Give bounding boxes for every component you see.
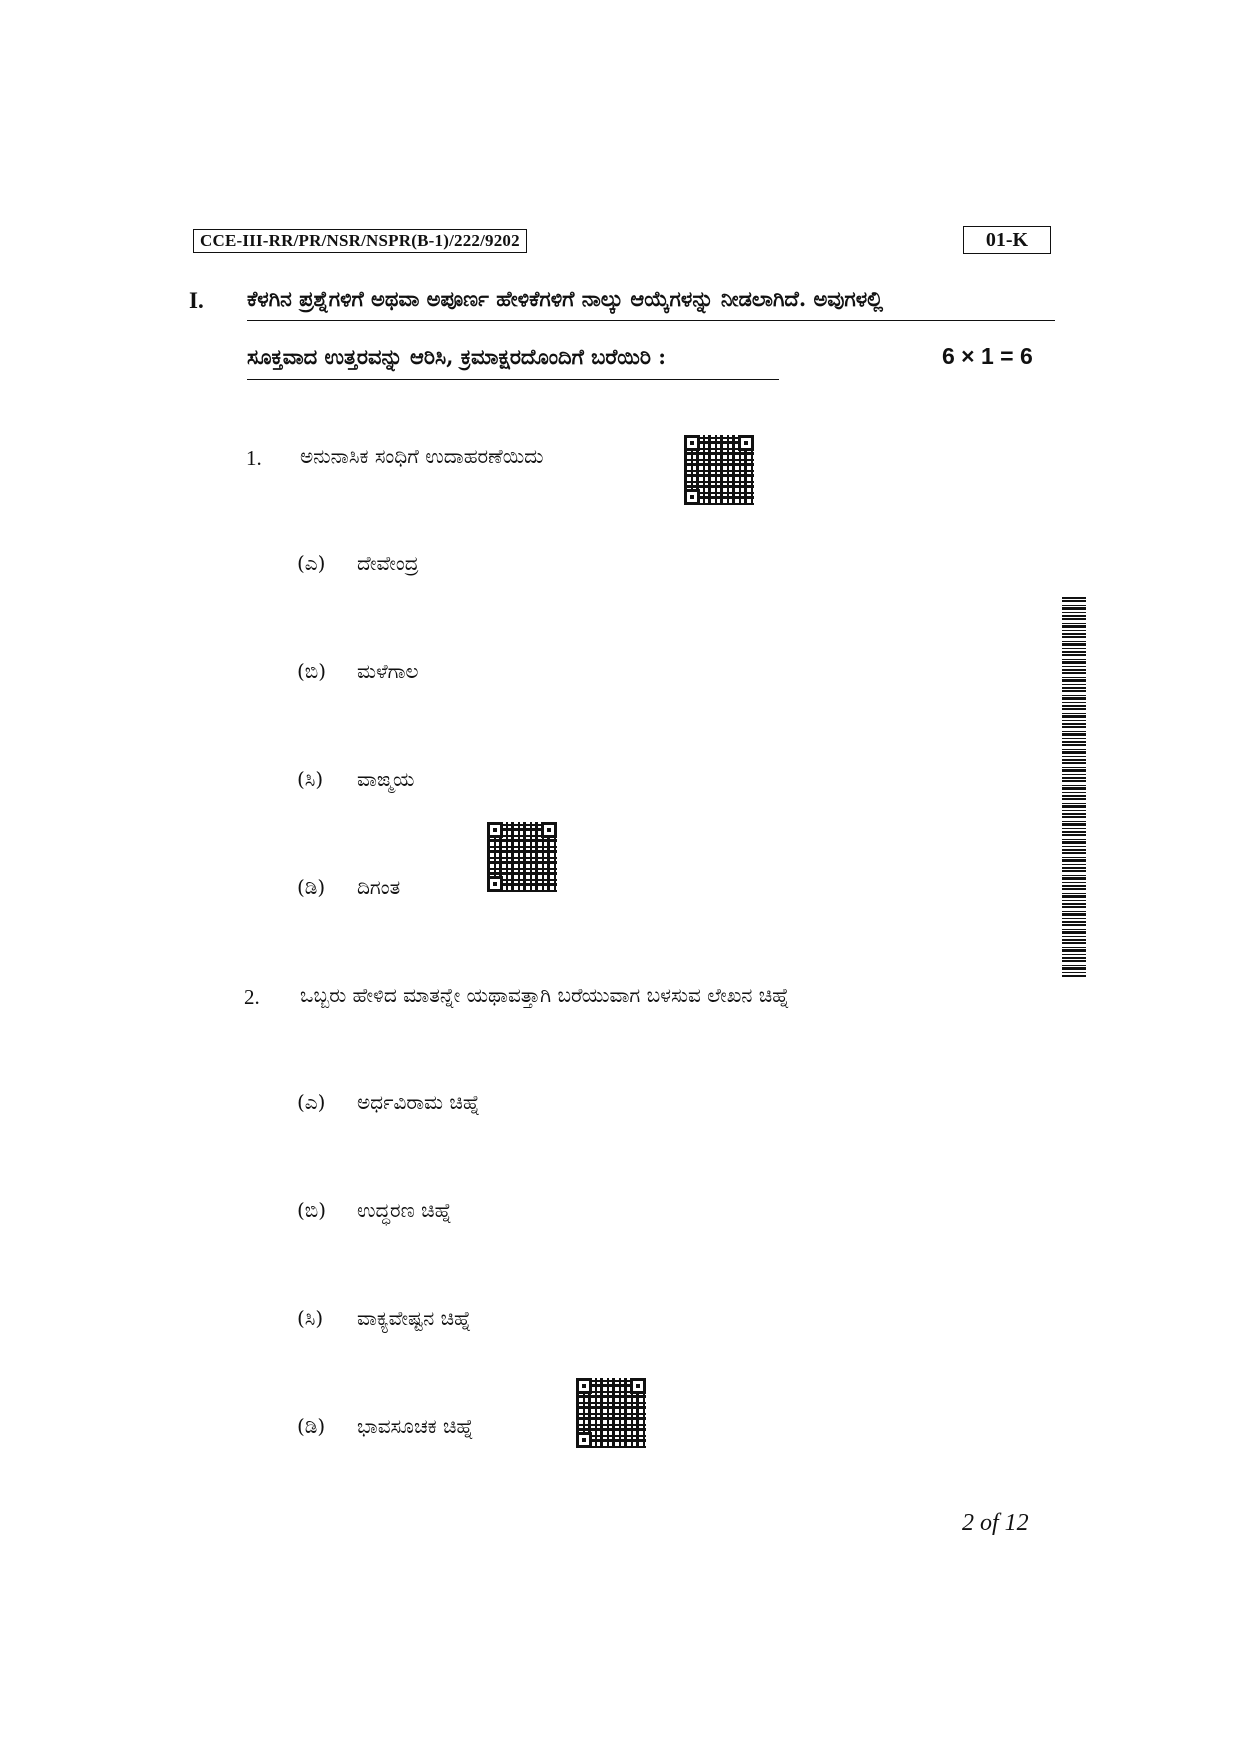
option-text: ವಾಕ್ಯವೇಷ್ಟನ ಚಿಹ್ನೆ [357,1306,472,1330]
paper-code: CCE-III-RR/PR/NSR/NSPR(B-1)/222/9202 [193,229,527,253]
barcode-icon [1062,597,1086,977]
qr-code-icon [684,435,754,505]
question-2-option-b [297,1198,452,1222]
question-2-option-a [297,1090,480,1114]
question-1-option-b [297,659,419,683]
qr-code-icon [487,822,557,892]
option-label: (ಡಿ) [297,1414,326,1438]
question-1-text: ಅನುನಾಸಿಕ ಸಂಧಿಗೆ ಉದಾಹರಣೆಯಿದು [300,444,544,468]
option-text: ಅರ್ಧವಿರಾಮ ಚಿಹ್ನೆ [357,1090,481,1114]
section-marks: 6 × 1 = 6 [942,343,1033,369]
option-label: (ಬಿ) [297,659,327,683]
version-code: 01-K [963,226,1051,254]
option-label: (ಎ) [297,1090,326,1114]
option-label: (ಬಿ) [297,1198,327,1222]
option-text: ವಾಙ್ಮಯ [357,767,415,791]
qr-code-icon [576,1378,646,1448]
section-number: I. [189,288,204,313]
question-2-option-d [297,1414,474,1438]
option-label: (ಸಿ) [297,767,324,791]
question-1-option-d [297,875,400,899]
question-2-option-c [297,1306,471,1330]
page-number: 2 of 12 [962,1510,1029,1536]
option-text: ದೇವೇಂದ್ರ [357,551,419,575]
section-instruction-line2: ಸೂಕ್ತವಾದ ಉತ್ತರವನ್ನು ಆರಿಸಿ, ಕ್ರಮಾಕ್ಷರದೊಂದಿಗೆ ಬರೆಯಿರಿ : [247,344,779,380]
option-label: (ಡಿ) [297,875,326,899]
option-label: (ಎ) [297,551,326,575]
option-text: ಭಾವಸೂಚಕ ಚಿಹ್ನೆ [357,1414,474,1438]
question-1-option-a [297,551,419,575]
option-text: ದಿಗಂತ [357,875,401,899]
option-label: (ಸಿ) [297,1306,324,1330]
question-2-number: 2. [244,985,260,1009]
question-1-option-c [297,767,414,791]
option-text: ಮಳೆಗಾಲ [357,659,419,683]
section-instruction-line1: ಕೆಳಗಿನ ಪ್ರಶ್ನೆಗಳಿಗೆ ಅಥವಾ ಅಪೂರ್ಣ ಹೇಳಿಕೆಗಳಿಗೆ ನಾಲ್ಕು ಆಯ್ಕೆಗಳನ್ನು ನೀಡಲಾಗಿದೆ. ಅವುಗಳಲ್ಲಿ [247,286,1055,321]
option-text: ಉದ್ಧರಣ ಚಿಹ್ನೆ [357,1198,452,1222]
question-2-text: ಒಬ್ಬರು ಹೇಳಿದ ಮಾತನ್ನೇ ಯಥಾವತ್ತಾಗಿ ಬರೆಯುವಾಗ ಬಳಸುವ ಲೇಖನ ಚಿಹ್ನೆ [300,983,790,1007]
question-1-number: 1. [246,446,262,470]
